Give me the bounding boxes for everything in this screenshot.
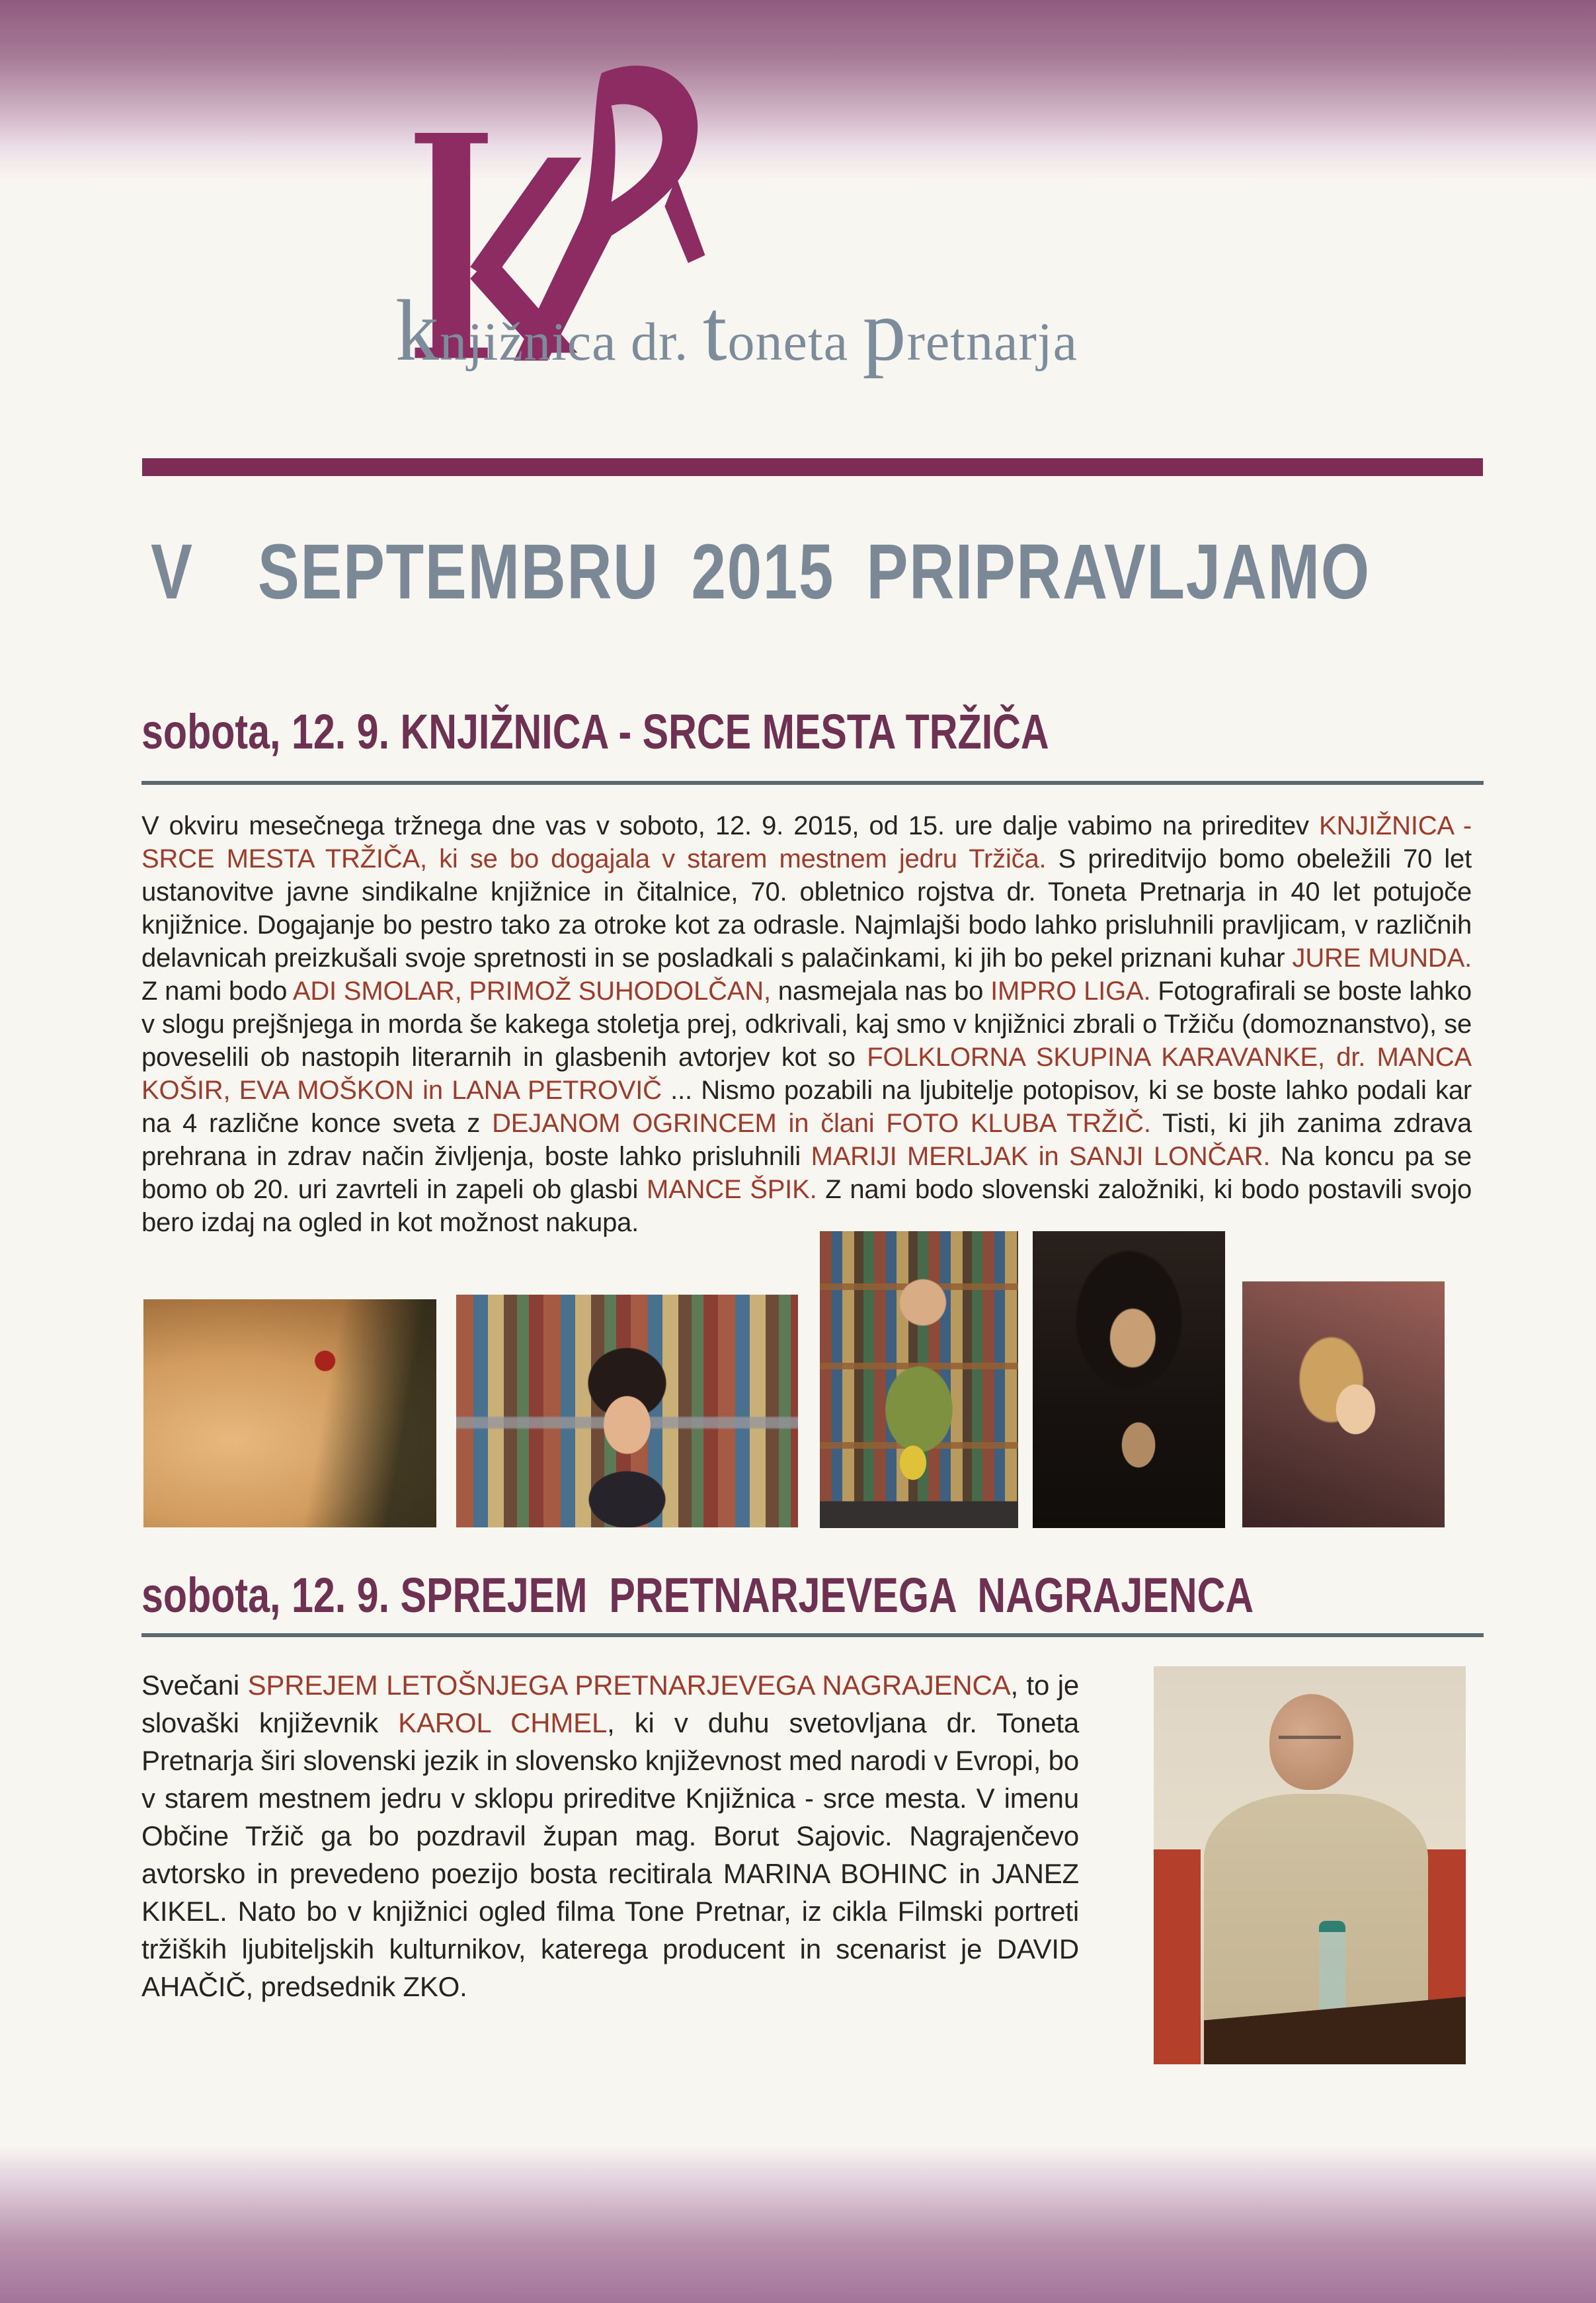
section-2-rule bbox=[141, 1633, 1484, 1637]
section-1-heading: sobota, 12. 9. KNJIŽNICA - SRCE MESTA TRŽIČA bbox=[141, 704, 1049, 759]
photo-dark-haired-woman-bookshelves bbox=[456, 1295, 798, 1527]
top-gradient bbox=[0, 0, 1596, 180]
photo-seated-man-red-armchair bbox=[1154, 1666, 1466, 2064]
section-1-paragraph bbox=[141, 809, 1472, 1239]
body-text: nasmejala nas bo bbox=[770, 977, 991, 1006]
body-text: S prireditvijo bomo obeležili 70 let ustanovitve javne sindikalne knjižnice in čitalnice, 70. obletnico rojstva dr. Toneta Pretnarja in 40 let potujoče knjižnice. Dogajanje bo pestro tako za otroke kot za odrasle. Najmlajši bodo lahko prisluhnili pravljicam, v različnih delavnicah preizkušali svoje spretnosti in se posladkali s palačinkami, ki jih bo pekel priznani kuhar bbox=[141, 844, 1472, 973]
highlighted-text: KNJIŽNICA - SRCE MESTA TRŽIČA, ki se bo dogajala v starem mestnem jedru Tržiča. bbox=[141, 811, 1472, 873]
photo-blonde-woman-flower bbox=[143, 1299, 436, 1527]
glasses-shape bbox=[1279, 1736, 1341, 1739]
body-text: Tisti, ki jih zanima zdrava prehrana in zdrav način življenja, boste lahko prisluhnili bbox=[141, 1109, 1472, 1171]
highlighted-text: MANCE ŠPIK. bbox=[646, 1175, 817, 1204]
accent-rule bbox=[142, 458, 1483, 476]
section-1-rule bbox=[141, 781, 1484, 785]
highlighted-text: SPREJEM LETOŠNJEGA PRETNARJEVEGA NAGRAJENCA bbox=[247, 1670, 1011, 1701]
section-2-paragraph bbox=[141, 1666, 1079, 2005]
wordmark-rest-2: oneta bbox=[727, 311, 863, 372]
logo-wordmark bbox=[395, 282, 1321, 423]
body-text: , to je slovaški književnik bbox=[141, 1670, 1079, 1738]
wordmark-lead-p: p bbox=[862, 282, 907, 379]
body-text: Na koncu pa se bomo ob 20. uri zavrteli in zapeli ob glasbi bbox=[141, 1142, 1472, 1204]
section-2-heading: sobota, 12. 9. SPREJEM PRETNARJEVEGA NAGRAJENCA bbox=[141, 1568, 1254, 1623]
highlighted-text: DEJANOM OGRINCEM in člani FOTO KLUBA TRŽIČ. bbox=[492, 1109, 1151, 1138]
highlighted-text: ADI SMOLAR, PRIMOŽ SUHODOLČAN, bbox=[292, 977, 771, 1006]
highlighted-text: MARIJI MERLJAK in SANJI LONČAR. bbox=[811, 1142, 1271, 1171]
body-text: Z nami bodo bbox=[141, 977, 293, 1006]
body-text: Svečani bbox=[141, 1670, 248, 1701]
photo-blonde-woman-posing bbox=[1242, 1281, 1445, 1527]
highlighted-text: FOLKLORNA SKUPINA KARAVANKE, dr. MANCA KOŠIR, EVA MOŠKON in LANA PETROVIČ bbox=[141, 1043, 1472, 1105]
bottom-gradient bbox=[0, 2146, 1596, 2303]
body-text: ... Nismo pozabili na ljubitelje potopisov, ki se boste lahko podali kar na 4 različne konce sveta z bbox=[141, 1076, 1472, 1138]
body-text: V okviru mesečnega tržnega dne vas v soboto, 12. 9. 2015, od 15. ure dalje vabimo na prireditev bbox=[141, 811, 1320, 840]
highlighted-text: JURE MUNDA. bbox=[1292, 944, 1472, 973]
photo-curly-haired-person bbox=[1033, 1231, 1225, 1528]
wordmark-rest-3: retnarja bbox=[906, 311, 1078, 372]
wordmark-lead-t: t bbox=[702, 282, 728, 379]
body-text: , ki v duhu svetovljana dr. Toneta Pretnarja širi slovenski jezik in slovensko književnost med narodi v Evropi, bo v starem mestnem jedru v sklopu prireditve Knjižnica - srce mesta. V imenu Občine Tržič ga bo pozdravil župan mag. Borut Sajovic. Nagrajenčevo avtorsko in prevedeno poezijo bosta recitirala MARINA BOHINC in JANEZ KIKEL. Nato bo v knjižnici ogled filma Tone Pretnar, iz cikla Filmski portreti tržiških ljubiteljskih kulturnikov, katerega producent in scenarist je DAVID AHAČIČ, predsednik ZKO. bbox=[141, 1707, 1079, 2002]
man-head-shape bbox=[1269, 1694, 1353, 1789]
body-text: Fotografirali se boste lahko v slogu prejšnjega in morda še kakega stoletja prej, odkrivali, kaj smo v knjižnici zbrali o Tržiču (domoznanstvo), se poveselili ob nastopih literarnih in glasbenih avtorjev kot so bbox=[141, 977, 1472, 1072]
body-text: Z nami bodo slovenski založniki, ki bodo postavili svojo bero izdaj na ogled in kot možnost nakupa. bbox=[141, 1175, 1472, 1237]
page-title: V SEPTEMBRU 2015 PRIPRAVLJAMO bbox=[151, 528, 1371, 616]
wordmark-rest-1: njižnica dr. bbox=[440, 311, 703, 372]
highlighted-text: KAROL CHMEL bbox=[398, 1707, 608, 1738]
photo-man-green-shirt-library bbox=[820, 1231, 1018, 1528]
highlighted-text: IMPRO LIGA. bbox=[990, 977, 1151, 1006]
wordmark-lead-k: k bbox=[395, 282, 440, 379]
